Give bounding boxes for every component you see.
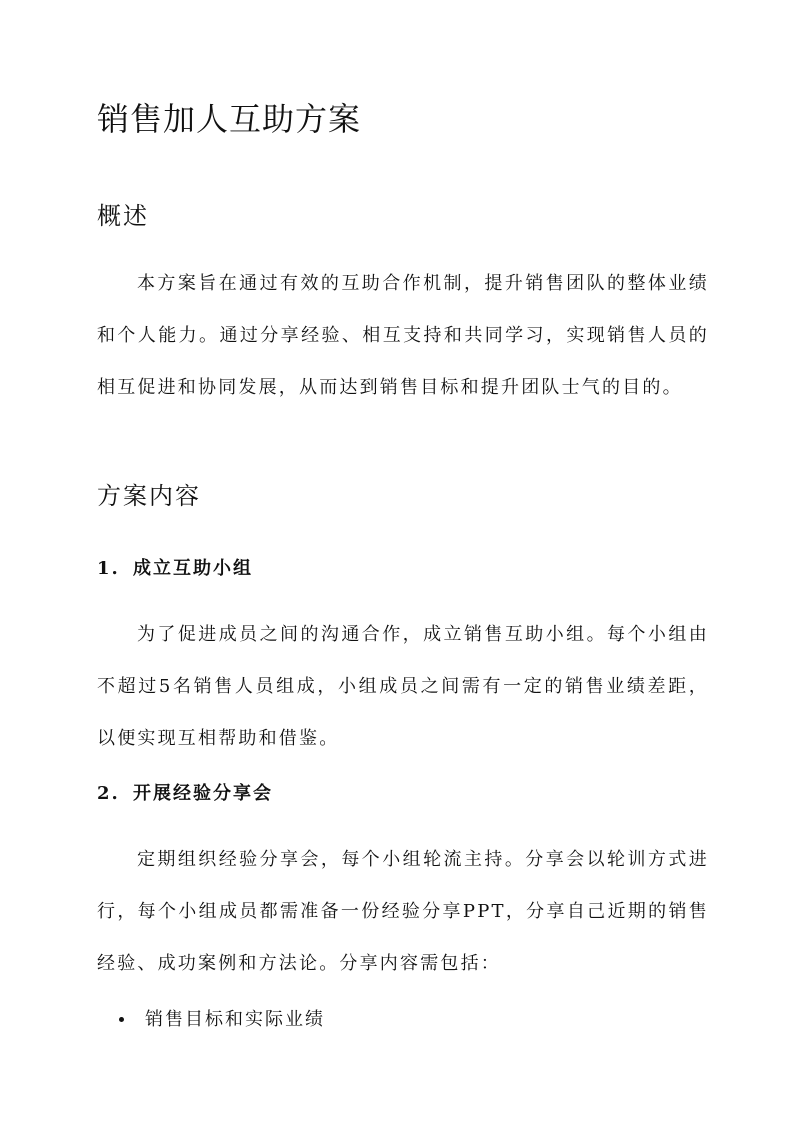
bullet-dot-icon — [119, 1017, 124, 1022]
list-item-text: 销售目标和实际业绩 — [145, 1009, 325, 1030]
section-1-paragraph: 为了促进成员之间的沟通合作，成立销售互助小组。每个小组由不超过5名销售人员组成，小组成员之间需有一定的销售业绩差距，以便实现互相帮助和借鉴。 — [97, 624, 709, 749]
section-2-paragraph: 定期组织经验分享会，每个小组轮流主持。分享会以轮训方式进行，每个小组成员都需准备一份经验分享PPT，分享自己近期的销售经验、成功案例和方法论。分享内容需包括： — [97, 849, 709, 974]
list-item — [97, 1002, 325, 1038]
section-2-heading — [97, 778, 273, 810]
section-1-heading — [97, 553, 253, 585]
section-1-number: 1. — [97, 558, 120, 579]
overview-paragraph: 本方案旨在通过有效的互助合作机制，提升销售团队的整体业绩和个人能力。通过分享经验、相互支持和共同学习，实现销售人员的相互促进和协同发展，从而达到销售目标和提升团队士气的目的。 — [97, 273, 709, 398]
content-heading: 方案内容 — [97, 482, 201, 510]
section-2-title: 开展经验分享会 — [133, 783, 273, 804]
section-1-title: 成立互助小组 — [133, 558, 253, 579]
document-title: 销售加人互助方案 — [97, 100, 362, 138]
overview-heading: 概述 — [97, 202, 149, 230]
section-2-number: 2. — [97, 783, 120, 804]
section-2-bullet-list — [97, 1002, 325, 1038]
